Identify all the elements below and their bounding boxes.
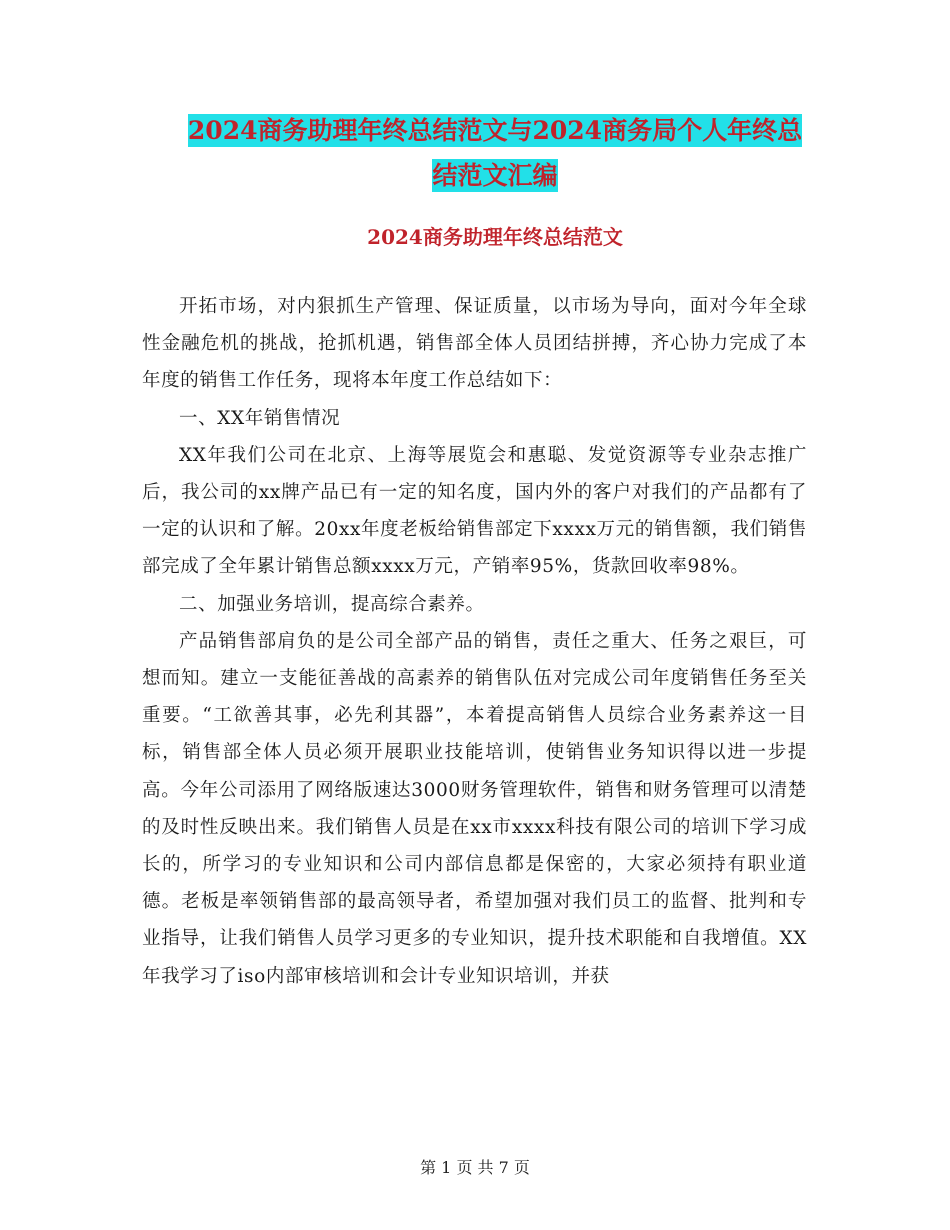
document-title <box>140 108 850 198</box>
section-title: 2024商务助理年终总结范文 <box>367 225 623 249</box>
paragraph-business-training: 产品销售部肩负的是公司全部产品的销售，责任之重大、任务之艰巨，可想而知。建立一支能征善战的高素养的销售队伍对完成公司年度销售任务至关重要。“工欲善其事，必先利其器”，本着提高销售人员综合业务素养这一目标，销售部全体人员必须开展职业技能培训，使销售业务知识得以进一步提高。今年公司添用了网络版速达3000财务管理软件，销售和财务管理可以清楚的及时性反映出来。我们销售人员是在xx市xxxx科技有限公司的培训下学习成长的，所学习的专业知识和公司内部信息都是保密的，大家必须持有职业道德。老板是率领销售部的最高领导者，希望加强对我们员工的监督、批判和专业指导，让我们销售人员学习更多的专业知识，提升技术职能和自我增值。XX年我学习了iso内部审核培训和会计专业知识培训，并获 <box>142 630 807 987</box>
page-number-footer: 第 1 页 共 7 页 <box>420 1158 530 1177</box>
document-title-line-1: 2024商务助理年终总结范文与2024商务局个人年终总 <box>187 116 803 145</box>
paragraph-intro: 开拓市场，对内狠抓生产管理、保证质量，以市场为导向，面对今年全球性金融危机的挑战，抢抓机遇，销售部全体人员团结拼搏，齐心协力完成了本年度的销售工作任务，现将本年度工作总结如下： <box>142 296 807 392</box>
paragraph-sales-situation: XX年我们公司在北京、上海等展览会和惠聪、发觉资源等专业杂志推广后，我公司的xx牌产品已有一定的知名度，国内外的客户对我们的产品都有了一定的认识和了解。20xx年度老板给销售部定下xxxx万元的销售额，我们销售部完成了全年累计销售总额xxxx万元，产销率95%，货款回收率98%。 <box>142 444 807 578</box>
document-title-line-2: 结范文汇编 <box>432 161 558 190</box>
heading-sales-situation: 一、XX年销售情况 <box>179 407 341 429</box>
document-body <box>142 288 807 995</box>
heading-business-training: 二、加强业务培训，提高综合素养。 <box>179 593 485 615</box>
